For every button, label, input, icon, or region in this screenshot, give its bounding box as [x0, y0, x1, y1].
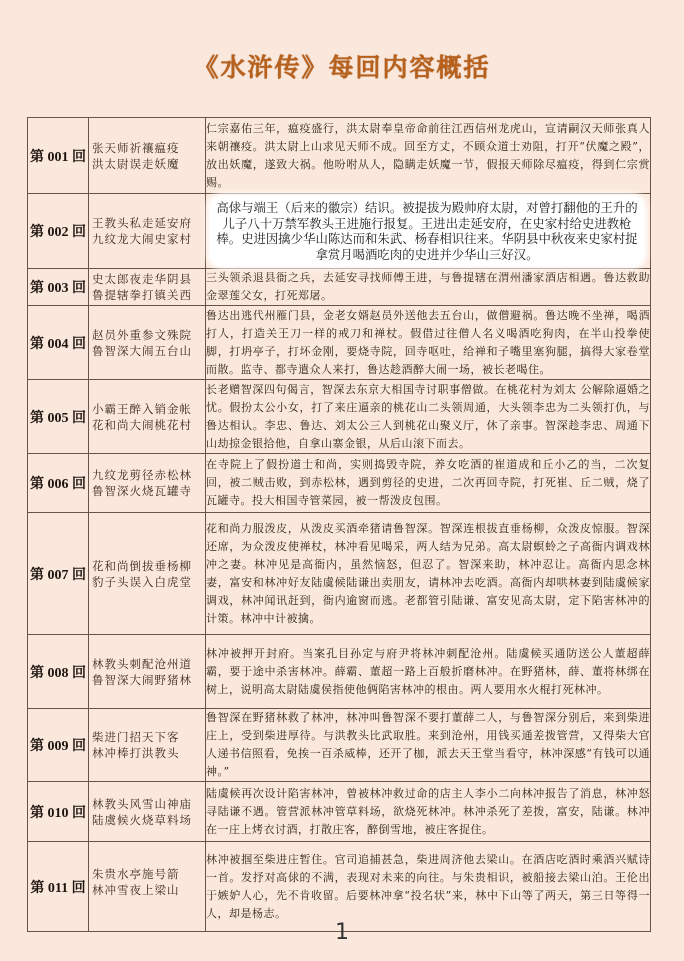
chapter-title-2: 陆虞候火烧草料场	[92, 812, 192, 827]
chapter-titles-cell	[89, 842, 206, 932]
chapter-summary: 陆虞候再次设计陷害林冲，曾被林冲救过命的店主人李小二向林冲报告了消息，林冲怒寻陆谦不遇。管营派林冲管草料场，欲烧死林冲。林冲杀死了差拨，富安，陆谦。林冲在一庄上烤衣讨酒，打散庄客，醉倒雪地，被庄客捉住。	[206, 782, 651, 842]
chapter-title-1: 林教头风雪山神庙	[92, 796, 192, 811]
chapter-number: 第 011 回	[28, 842, 89, 932]
page-title: 《水浒传》每回内容概括	[193, 53, 491, 82]
chapter-title-1: 花和尚倒拔垂杨柳	[92, 558, 192, 573]
chapter-summary: 花和尚力服泼皮，从泼皮买酒牵猪请鲁智深。智深连根拔直垂杨柳，众泼皮惊服。智深还席，为众泼皮使禅杖，林冲看见喝采，两人结为兄弟。高太尉螟蛉之子高衙内调戏林冲之妻。林冲见是高衙内，虽然恼怒，但忍了。智深来助，林冲忍让。高衙内思念林妻，富安和林冲好友陆虞候陆谦出卖朋友，请林冲去吃酒。高衙内却哄林妻到陆虞候家调戏，林冲闻讯赶到，衙内逾窗而逃。老都管引陆谦、富安见高太尉，定下陷害林冲的计策。林冲中计被擒。	[206, 513, 651, 635]
chapter-title-2: 林冲棒打洪教头	[92, 746, 180, 760]
chapter-title-1: 小霸王醉入销金帐	[92, 401, 192, 416]
chapter-summary-table	[27, 117, 651, 932]
chapter-summary-overlay: 高俅与端王（后来的徽宗）结识。被提拔为殿帅府太尉，对曾打翻他的王升的儿子八十万禁军教头王进施行报复。王进出走延安府，在史家村给史进教枪棒。史进因擒少华山陈达而和朱武、杨春相识往来。华阴县中秋夜来史家村捉拿赏月喝酒吃肉的史进并少华山三好汉。	[210, 196, 644, 266]
chapter-titles-cell	[89, 269, 206, 306]
chapter-title-1: 张天师祈禳瘟疫	[92, 140, 180, 155]
chapter-number: 第 009 回	[28, 709, 89, 782]
chapter-titles-cell	[89, 709, 206, 782]
table-row	[28, 454, 651, 513]
chapter-number: 第 001 回	[28, 118, 89, 194]
chapter-titles-cell	[89, 513, 206, 635]
chapter-title-2: 九纹龙大闹史家村	[92, 232, 192, 246]
chapter-summary: 三头领杀退县衙之兵，去延安寻找师傅王进，与鲁提辖在渭州潘家酒店相遇。鲁达救助金翠莲父女，打死郑屠。	[206, 269, 651, 306]
chapter-summary: 鲁智深在野猪林救了林冲，林冲叫鲁智深不要打董薛二人，与鲁智深分别后，来到柴进庄上，受到柴进厚待。与洪教头比武取胜。来到沧州，用钱买通差拨管营，又得柴大官人递书信照看，免挨一百杀威棒，还开了枷，派去天王堂当看守，林冲深感“有钱可以通神。”	[206, 709, 651, 782]
chapter-number: 第 010 回	[28, 782, 89, 842]
chapter-titles-cell	[89, 380, 206, 454]
chapter-title-1: 林教头刺配沧州道	[92, 656, 192, 671]
chapter-number: 第 002 回	[28, 194, 89, 269]
chapter-title-2: 鲁智深大闹五台山	[92, 343, 192, 358]
chapter-title-1: 王教头私走延安府	[92, 216, 192, 230]
chapter-titles-cell	[89, 118, 206, 194]
table-row	[28, 269, 651, 306]
table-row	[28, 306, 651, 380]
chapter-title-2: 鲁提辖拳打镇关西	[92, 288, 192, 302]
table-row	[28, 709, 651, 782]
chapter-title-1: 赵员外重参文殊院	[92, 327, 192, 342]
table-row	[28, 842, 651, 932]
chapter-title-2: 鲁智深火烧瓦罐寺	[92, 484, 192, 498]
chapter-title-2: 豹子头误入白虎堂	[92, 574, 192, 589]
chapter-title-1: 九纹龙剪径赤松林	[92, 468, 192, 482]
chapter-number: 第 008 回	[28, 635, 89, 709]
table-row	[28, 635, 651, 709]
chapter-summary: 鲁达出逃代州雁门县，金老女婿赵员外送他去五台山，做僧避祸。鲁达晚不坐禅，喝酒打人，打造关王刀一样的戒刀和禅杖。假借过往僧人名义喝酒吃狗肉，在半山投拳使脚，打坍亭子，打坏金刚，要烧寺院，回寺呕吐，给禅和子嘴里塞狗腿，搞得大家卷堂而散。监寺、都寺遣众人来打，鲁达趁酒醉大闹一场，被长老喝住。	[206, 306, 651, 380]
table-row	[28, 513, 651, 635]
chapter-title-1: 史太郎夜走华阴县	[92, 272, 192, 286]
chapter-summary: 长老赠智深四句偈言，智深去东京大相国寺讨职事僧做。在桃花村为刘太 公解除逼婚之忧。假扮太公小女，打了来庄逼亲的桃花山二头领周通，大头领李忠为二头领打仇，与鲁达相认。李忠、鲁达、刘太公三人到桃花山聚义厅，休了亲事。智深趁李忠、周通下山劫掠金银拾他，自拿山寨金银，从后山滚下而去。	[206, 380, 651, 454]
chapter-titles-cell	[89, 306, 206, 380]
table-row	[28, 194, 651, 269]
table-row	[28, 118, 651, 194]
table-row	[28, 782, 651, 842]
chapter-titles-cell	[89, 782, 206, 842]
chapter-summary-cell	[206, 194, 651, 269]
page-number: 1	[335, 920, 349, 945]
chapter-number: 第 003 回	[28, 269, 89, 306]
chapter-number: 第 005 回	[28, 380, 89, 454]
chapter-titles-cell	[89, 454, 206, 513]
chapter-title-2: 鲁智深大闹野猪林	[92, 672, 192, 687]
chapter-title-2: 花和尚大闹桃花村	[92, 417, 192, 432]
chapter-titles-cell	[89, 194, 206, 269]
chapter-summary: 仁宗嘉佑三年，瘟疫盛行，洪太尉奉皇帝命前往江西信州龙虎山，宣请嗣汉天师张真人来朝禳疫。洪太尉上山求见天师不成。回至方丈，不顾众道士劝阻，打开“伏魔之殿”，放出妖魔，遂致大祸。他吩咐从人，隐瞒走妖魔一节，假报天师除尽瘟疫，得到仁宗赏赐。	[206, 118, 651, 194]
chapter-title-1: 柴进门招天下客	[92, 730, 180, 744]
chapter-number: 第 006 回	[28, 454, 89, 513]
chapter-title-2: 林冲雪夜上梁山	[92, 882, 180, 897]
chapter-number: 第 004 回	[28, 306, 89, 380]
chapter-summary: 在寺院上了假扮道士和尚，实则捣毁寺院，养女吃酒的崔道成和丘小乙的当，二次复回，被二贼击败，到赤松林，遇到剪径的史进，二次再回寺院，打死崔、丘二贼，烧了瓦罐寺。投大相国寺管菜园，被一帮泼皮包围。	[206, 454, 651, 513]
chapter-summary: 林冲被掴至柴进庄暂住。官司追捕甚急，柴进周济他去梁山。在酒店吃酒时乘酒兴赋诗一首。发抒对高俅的不满，表现对未来的向往。与朱贵相识，被船接去梁山泊。王伦出于嫉妒人心，先不肯收留。后要林冲拿“投名状”来，林中下山等了两天，第三日等得一人，却是杨志。	[206, 842, 651, 932]
chapter-title-2: 洪太尉误走妖魔	[92, 156, 180, 171]
chapter-title-1: 朱贵水亭施号箭	[92, 866, 180, 881]
chapter-summary: 林冲被押开封府。当案孔目孙定与府尹将林冲刺配沧州。陆虞候买通防送公人董超薛霸，要于途中杀害林冲。薛霸、董超一路上百般折磨林冲。在野猪林，薛、董将林绑在树上，说明高太尉陆虞侯指使他俩陷害林冲的根由。两人要用水火棍打死林冲。	[206, 635, 651, 709]
chapter-number: 第 007 回	[28, 513, 89, 635]
chapter-titles-cell	[89, 635, 206, 709]
table-row	[28, 380, 651, 454]
